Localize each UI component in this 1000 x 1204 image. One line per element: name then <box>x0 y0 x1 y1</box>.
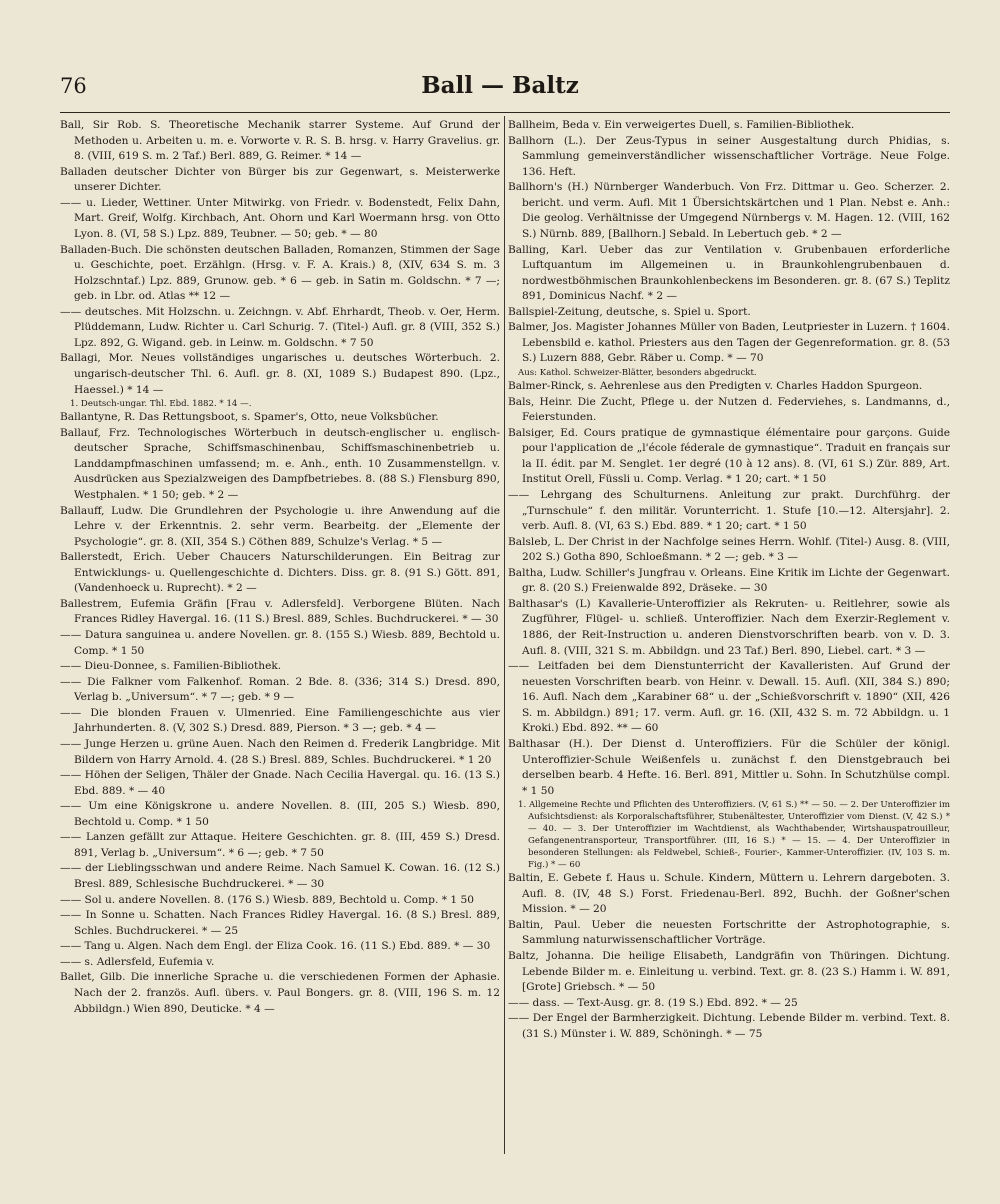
bibliography-note: 1. Allgemeine Rechte und Pflichten des Unteroffiziers. (V, 61 S.) ** — 50. — 2. Der Unteroffizier im Aufsichtsdienst: als Korporalschaftsführer, Stubenältester, Unteroffizier vom Dienst. (V, 42 S.) * — 40. — 3. Der Unteroffizier im Wachtdienst, als Wachthabender, Wirtshauspatrouilleur, Gefangenentransporteur, Transportführer. (III, 16 S.) * — 15. — 4. Der Unteroffizier in besonderen Stellungen: als Feldwebel, Schieß-, Fourier-, Kammer-Unteroffizier. (IV, 103 S. m. Fig.) * — 60 <box>518 800 950 871</box>
bibliography-entry: Bals, Heinr. Die Zucht, Pflege u. der Nutzen d. Federviehes, s. Landmanns, d., Feierstunden. <box>508 395 950 424</box>
bibliography-entry: —— Dieu-Donnee, s. Familien-Bibliothek. <box>60 660 282 673</box>
running-head: Ball — Baltz <box>421 72 579 99</box>
bibliography-entry: Ballantyne, R. Das Rettungsboot, s. Spamer's, Otto, neue Volksbücher. <box>60 411 439 424</box>
bibliography-entry: —— Die blonden Frauen v. Ulmenried. Eine Familiengeschichte aus vier Jahrhunderten. 8. (V, 302 S.) Dresd. 889, Pierson. * 3 —; geb. * 4 — <box>60 706 500 735</box>
column-divider <box>504 116 505 1154</box>
bibliography-entry: Balthasar's (L) Kavallerie-Unteroffizier als Rekruten- u. Reitlehrer, sowie als Zugführer, Flügel- u. schließ. Unteroffizier. Nach dem Exerzir-Reglement v. 1886, der Reit-Instruction u. anderen Dienstvorschriften bearb. von v. D. 3. Aufl. 8. (VIII, 321 S. m. Abbildgn. und 23 Taf.) Berl. 890, Liebel. cart. * 3 — <box>508 597 950 657</box>
bibliography-entry: —— dass. — Text-Ausg. gr. 8. (19 S.) Ebd. 892. * — 25 <box>508 996 798 1009</box>
bibliography-note: 1. Deutsch-ungar. Thl. Ebd. 1882. * 14 —. <box>70 399 252 410</box>
bibliography-entry: Ballhorn (L.). Der Zeus-Typus in seiner Ausgestaltung durch Phidias, s. Sammlung gemeinverständlicher wissenschaftlicher Vorträge. Neue Folge. 136. Heft. <box>508 134 950 178</box>
bibliography-entry: —— Junge Herzen u. grüne Auen. Nach den Reimen d. Frederik Langbridge. Mit Bildern von Harry Arnold. 4. (28 S.) Bresl. 889, Schles. Buchdruckerei. * 1 20 <box>60 737 500 766</box>
bibliography-entry: Ballheim, Beda v. Ein verweigertes Duell, s. Familien-Bibliothek. <box>508 119 855 131</box>
bibliography-entry: Ball, Sir Rob. S. Theoretische Mechanik starrer Systeme. Auf Grund der Methoden u. Arbeiten u. m. e. Vorworte v. R. S. B. hrsg. v. Harry Gravelius. gr. 8. (VIII, 619 S. m. 2 Taf.) Berl. 889, G. Reimer. * 14 — <box>60 119 500 163</box>
bibliography-entry: —— deutsches. Mit Holzschn. u. Zeichngn. v. Abf. Ehrhardt, Theob. v. Oer, Herm. Plüddemann, Ludw. Richter u. Carl Schurig. 7. (Titel-) Aufl. gr. 8 (VIII, 352 S.) Lpz. 892, G. Wigand. geb. in Leinw. m. Goldschn. * 7 50 <box>60 305 500 349</box>
bibliography-entry: —— Sol u. andere Novellen. 8. (176 S.) Wiesb. 889, Bechtold u. Comp. * 1 50 <box>60 893 474 906</box>
bibliography-entry: —— Lanzen gefällt zur Attaque. Heitere Geschichten. gr. 8. (III, 459 S.) Dresd. 891, Verlag b. „Universum“. * 6 —; geb. * 7 50 <box>60 831 500 859</box>
bibliography-entry: Ballauf, Frz. Technologisches Wörterbuch in deutsch-englischer u. englisch-deutscher Sprache, Schiffsmaschinenbau, Schiffsmaschinenbetrieb u. Landdampfmaschinen umfassend; m. e. Anh., enth. 10 Zusammenstellgn. v. Ausdrücken aus Spezialzweigen des Dampfbetriebes. 8. (88 S.) Flensburg 890, Westphalen. * 1 50; geb. * 2 — <box>60 426 500 501</box>
bibliography-entry: —— Lehrgang des Schulturnens. Anleitung zur prakt. Durchführg. der „Turnschule“ f. den militär. Vorunterricht. 1. Stufe [10.—12. Altersjahr]. 2. verb. Aufl. 8. (VI, 63 S.) Ebd. 889. * 1 20; cart. * 1 50 <box>508 488 950 533</box>
bibliography-entry: Balladen-Buch. Die schönsten deutschen Balladen, Romanzen, Stimmen der Sage u. Geschichte, poet. Erzählgn. (Hrsg. v. F. A. Krais.) 8, (XIV, 634 S. m. 3 Holzschntaf.) Lpz. 889, Grunow. geb. * 6 — geb. in Satin m. Goldschn. * 7 —; geb. in Lbr. od. Atlas ** 12 — <box>60 243 500 303</box>
bibliography-entry: —— Um eine Königskrone u. andere Novellen. 8. (III, 205 S.) Wiesb. 890, Bechtold u. Comp. * 1 50 <box>60 800 500 828</box>
bibliography-entry: —— In Sonne u. Schatten. Nach Frances Ridley Havergal. 16. (8 S.) Bresl. 889, Schles. Buchdruckerei. * — 25 <box>60 909 500 937</box>
bibliography-entry: —— Leitfaden bei dem Dienstunterricht der Kavalleristen. Auf Grund der neuesten Vorschriften bearb. von Heinr. v. Dewall. 15. Aufl. (XII, 384 S.) 890; 16. Aufl. Nach dem „Karabiner 68“ u. der „Schießvorschrift v. 1890“ (XII, 426 S. m. Abbildgn.) 891; 17. verm. Aufl. gr. 16. (XII, 432 S. m. 72 Abbildgn. u. 1 Kroki.) Ebd. 892. ** — 60 <box>508 660 950 735</box>
bibliography-entry: Balmer, Jos. Magister Johannes Müller von Baden, Leutpriester in Luzern. † 1604. Lebensbild e. kathol. Priesters aus den Tagen der Gegenreformation. gr. 8. (53 S.) Luzern 888, Gebr. Räber u. Comp. * — 70 <box>508 321 950 365</box>
bibliography-entry: Ballspiel-Zeitung, deutsche, s. Spiel u. Sport. <box>508 305 751 318</box>
bibliography-entry: Baltz, Johanna. Die heilige Elisabeth, Landgräfin von Thüringen. Dichtung. Lebende Bilder m. e. Einleitung u. verbind. Text. gr. 8. (23 S.) Hamm i. W. 891, [Grote] Griebsch. * — 50 <box>508 950 950 994</box>
bibliography-entry: Ballhorn's (H.) Nürnberger Wanderbuch. Von Frz. Dittmar u. Geo. Scherzer. 2. bericht. und verm. Aufl. Mit 1 Übersichtskärtchen und 1 Plan. Nebst e. Anh.: Die geolog. Verhältnisse der Umgegend Nürnbergs v. M. Hagen. 12. (VIII, 162 S.) Nürnb. 889, [Ballhorn.] Sebald. In Lebertuch geb. * 2 — <box>508 181 950 240</box>
bibliography-entry: —— Tang u. Algen. Nach dem Engl. der Eliza Cook. 16. (11 S.) Ebd. 889. * — 30 <box>60 940 491 953</box>
bibliography-entry: —— u. Lieder, Wettiner. Unter Mitwirkg. von Friedr. v. Bodenstedt, Felix Dahn, Mart. Greif, Wolfg. Kirchbach, Ant. Ohorn und Karl Woermann hrsg. von Otto Lyon. 8. (VI, 58 S.) Lpz. 889, Teubner. — 50; geb. * — 80 <box>60 196 500 240</box>
bibliography-entry: —— Die Falkner vom Falkenhof. Roman. 2 Bde. 8. (336; 314 S.) Dresd. 890, Verlag b. „Universum“. * 7 —; geb. * 9 — <box>60 675 500 704</box>
right-column <box>508 118 950 1158</box>
header-rule <box>60 112 950 113</box>
bibliography-entry: Ballestrem, Eufemia Gräfin [Frau v. Adlersfeld]. Verborgene Blüten. Nach Frances Ridley Havergal. 16. (11 S.) Bresl. 889, Schles. Buchdruckerei. * — 30 <box>60 597 500 626</box>
left-column <box>60 118 500 1158</box>
bibliography-entry: Ballet, Gilb. Die innerliche Sprache u. die verschiedenen Formen der Aphasie. Nach der 2. französ. Aufl. übers. v. Paul Bongers. gr. 8. (VIII, 196 S. m. 12 Abbildgn.) Wien 890, Deuticke. * 4 — <box>60 971 500 1015</box>
bibliography-entry: Balsiger, Ed. Cours pratique de gymnastique élémentaire pour garçons. Guide pour l'application de „l'école féderale de gymnastique“. Traduit en français sur la II. édit. par M. Senglet. 1er degré (10 à 12 ans). 8. (VI, 61 S.) Zür. 889, Art. Institut Orell, Füssli u. Comp. Verlag. * 1 20; cart. * 1 50 <box>508 426 950 486</box>
bibliography-entry: Balladen deutscher Dichter von Bürger bis zur Gegenwart, s. Meisterwerke unserer Dichter. <box>60 165 500 194</box>
page-number: 76 <box>60 74 87 98</box>
bibliography-entry: Balthasar (H.). Der Dienst d. Unteroffiziers. Für die Schüler der königl. Unteroffizier-Schule Weißenfels u. zunächst f. den Dienstgebrauch bei derselben bearb. 4 Hefte. 16. Berl. 891, Mittler u. Sohn. In Schutzhülse compl. * 1 50 <box>508 737 950 797</box>
bibliography-entry: Ballerstedt, Erich. Ueber Chaucers Naturschilderungen. Ein Beitrag zur Entwicklungs- u. Quellengeschichte d. Dichters. Diss. gr. 8. (91 S.) Gött. 891, (Vandenhoeck u. Ruprecht). * 2 — <box>60 551 500 595</box>
bibliography-entry: Balling, Karl. Ueber das zur Ventilation v. Grubenbauen erforderliche Luftquantum im Allgemeinen u. in Braunkohlengrubenbauen d. nordwestböhmischen Braunkohlenbeckens im Besonderen. gr. 8. (67 S.) Teplitz 891, Dominicus Nachf. * 2 — <box>508 243 950 303</box>
bibliography-entry: Balmer-Rinck, s. Aehrenlese aus den Predigten v. Charles Haddon Spurgeon. <box>508 380 923 392</box>
bibliography-entry: Baltin, Paul. Ueber die neuesten Fortschritte der Astrophotographie, s. Sammlung naturwissenschaftlicher Vorträge. <box>508 918 950 947</box>
bibliography-entry: Balsleb, L. Der Christ in der Nachfolge seines Herrn. Wohlf. (Titel-) Ausg. 8. (VIII, 202 S.) Gotha 890, Schloeßmann. * 2 —; geb. * 3 — <box>508 535 950 564</box>
bibliography-entry: —— Der Engel der Barmherzigkeit. Dichtung. Lebende Bilder m. verbind. Text. 8. (31 S.) Münster i. W. 889, Schöningh. * — 75 <box>508 1012 950 1040</box>
bibliography-entry: —— der Lieblingsschwan und andere Reime. Nach Samuel K. Cowan. 16. (12 S.) Bresl. 889, Schlesische Buchdruckerei. * — 30 <box>60 862 500 890</box>
bibliography-entry: Ballauff, Ludw. Die Grundlehren der Psychologie u. ihre Anwendung auf die Lehre v. der Erkenntnis. 2. sehr verm. Bearbeitg. der „Elemente der Psychologie“. gr. 8. (XII, 354 S.) Cöthen 889, Schulze's Verlag. * 5 — <box>60 504 500 548</box>
bibliography-entry: —— Höhen der Seligen, Thäler der Gnade. Nach Cecilia Havergal. qu. 16. (13 S.) Ebd. 889. * — 40 <box>60 769 500 797</box>
bibliography-entry: Baltha, Ludw. Schiller's Jungfrau v. Orleans. Eine Kritik im Lichte der Gegenwart. gr. 8. (20 S.) Freienwalde 892, Dräseke. — 30 <box>508 566 950 595</box>
bibliography-entry: —— s. Adlersfeld, Eufemia v. <box>60 955 215 968</box>
bibliography-entry: Baltin, E. Gebete f. Haus u. Schule. Kindern, Müttern u. Lehrern dargeboten. 3. Aufl. 8. (IV, 48 S.) Forst. Friedenau-Berl. 892, Buchh. der Goßner'schen Mission. * — 20 <box>508 872 950 916</box>
bibliography-entry: Ballagi, Mor. Neues vollständiges ungarisches u. deutsches Wörterbuch. 2. ungarisch-deutscher Thl. 6. Aufl. gr. 8. (XI, 1089 S.) Budapest 890. (Lpz., Haessel.) * 14 — <box>60 352 500 396</box>
bibliography-note: Aus: Kathol. Schweizer-Blätter, besonders abgedruckt. <box>518 368 757 378</box>
bibliography-entry: —— Datura sanguinea u. andere Novellen. gr. 8. (155 S.) Wiesb. 889, Bechtold u. Comp. * 1 50 <box>60 629 500 657</box>
